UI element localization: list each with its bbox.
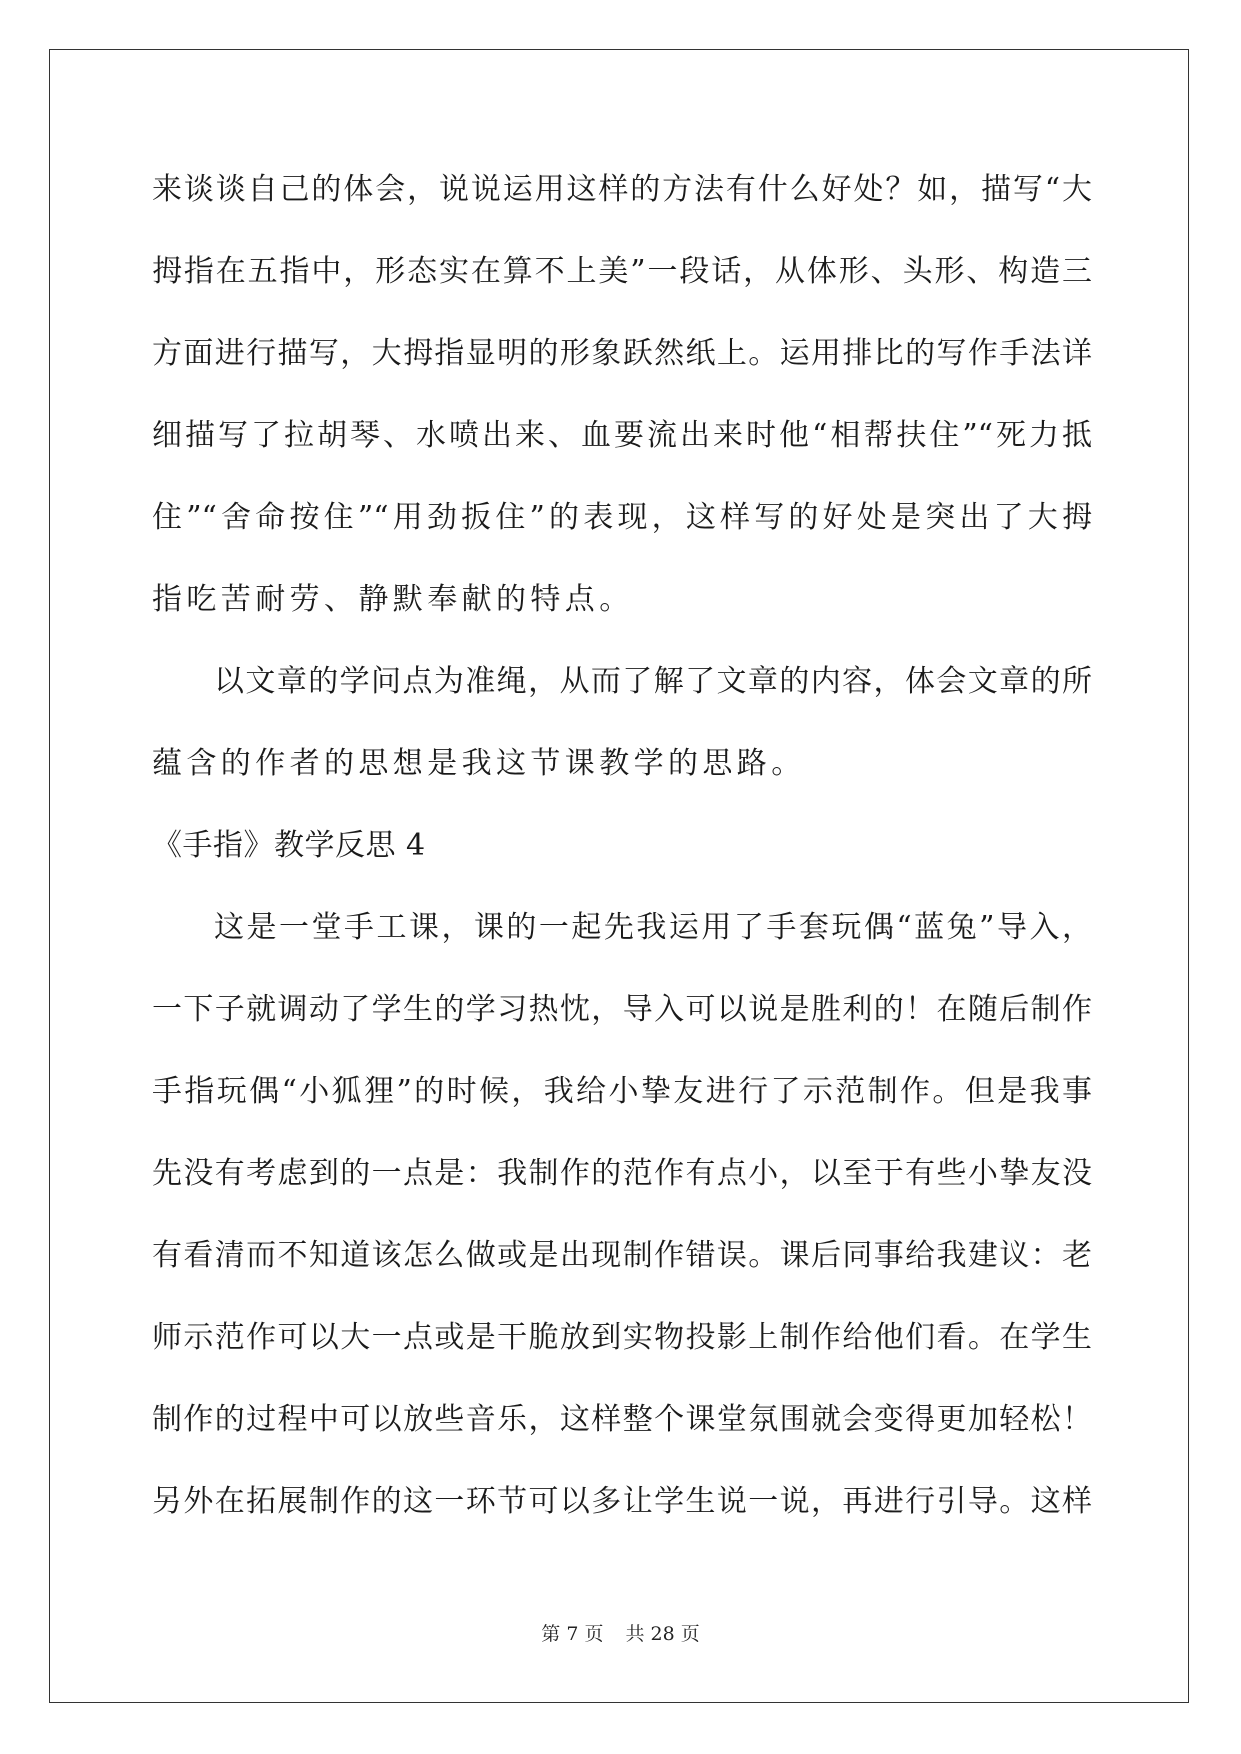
paragraph-line: 来谈谈自己的体会，说说运用这样的方法有什么好处？如，描写“大 [152,172,1092,207]
paragraph-line: 这是一堂手工课，课的一起先我运用了手套玩偶“蓝兔”导入， [214,910,1092,945]
section-heading: 《手指》教学反思 4 [152,828,426,863]
paragraph-line: 拇指在五指中，形态实在算不上美”一段话，从体形、头形、构造三 [152,254,1092,289]
paragraph-line: 先没有考虑到的一点是：我制作的范作有点小，以至于有些小挚友没 [152,1156,1092,1191]
paragraph-line: 手指玩偶“小狐狸”的时候，我给小挚友进行了示范制作。但是我事 [152,1074,1092,1109]
paragraph-line: 师示范作可以大一点或是干脆放到实物投影上制作给他们看。在学生 [152,1320,1092,1355]
paragraph-line: 另外在拓展制作的这一环节可以多让学生说一说，再进行引导。这样 [152,1484,1092,1519]
paragraph-line: 方面进行描写，大拇指显明的形象跃然纸上。运用排比的写作手法详 [152,336,1092,371]
paragraph-line: 有看清而不知道该怎么做或是出现制作错误。课后同事给我建议：老 [152,1238,1092,1273]
paragraph-line: 以文章的学问点为准绳，从而了解了文章的内容，体会文章的所 [214,664,1092,699]
paragraph-line: 蕴含的作者的思想是我这节课教学的思路。 [152,746,806,781]
document-body [152,157,1092,1551]
paragraph-line: 制作的过程中可以放些音乐，这样整个课堂氛围就会变得更加轻松！ [152,1402,1092,1437]
paragraph-line: 一下子就调动了学生的学习热忱，导入可以说是胜利的！在随后制作 [152,992,1092,1027]
paragraph-line: 住”“舍命按住”“用劲扳住”的表现，这样写的好处是突出了大拇 [152,500,1092,535]
paragraph-line: 细描写了拉胡琴、水喷出来、血要流出来时他“相帮扶住”“死力抵 [152,418,1092,453]
page-total: 共 28 页 [625,1623,700,1645]
page-footer [0,1619,1241,1646]
page-number: 第 7 页 [541,1623,604,1645]
paragraph-line: 指吃苦耐劳、静默奉献的特点。 [152,582,634,617]
